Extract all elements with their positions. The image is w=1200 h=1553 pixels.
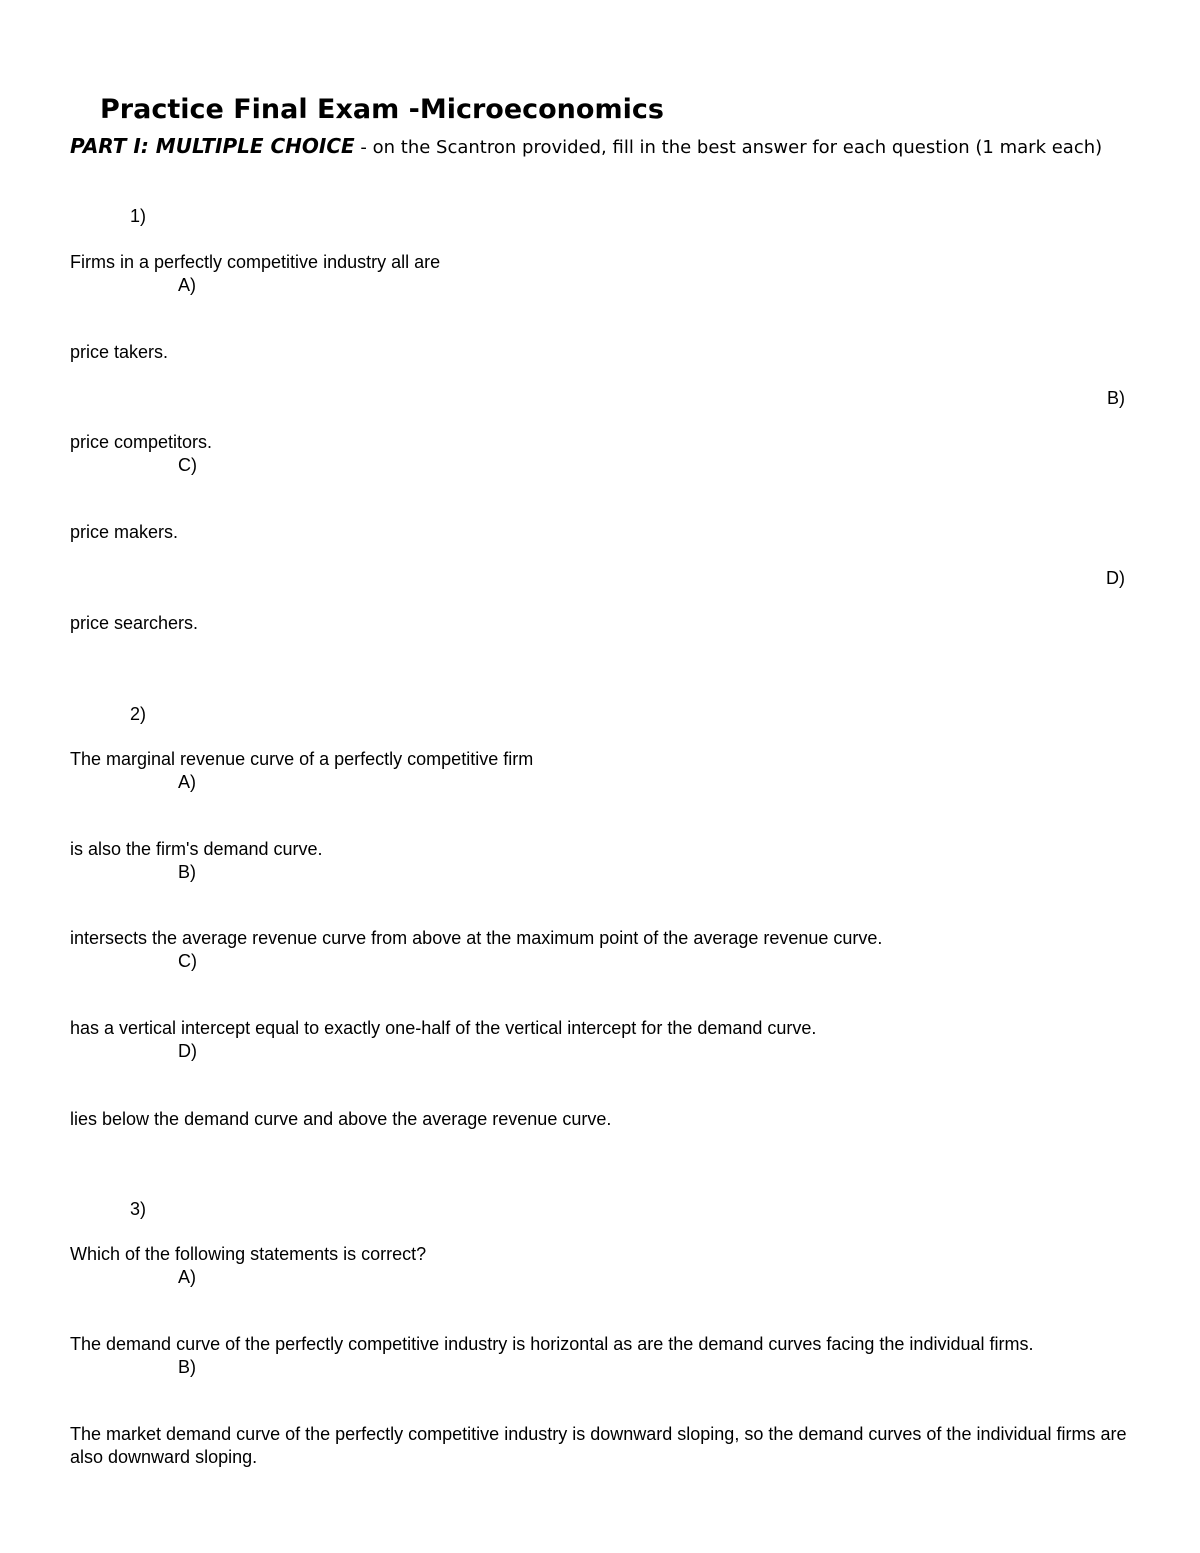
option-letter: B) (178, 1357, 196, 1377)
question-number: 3) (130, 1199, 147, 1219)
option-text: has a vertical intercept equal to exactly one-half of the vertical intercept for the demand curve. (70, 1018, 817, 1038)
option-text: intersects the average revenue curve from above at the maximum point of the average revenue curve. (70, 928, 883, 948)
option-letter: C) (178, 951, 197, 971)
option-text: price makers. (70, 522, 179, 542)
option-text: price searchers. (70, 613, 199, 633)
option-text: The market demand curve of the perfectly competitive industry is downward sloping, so the demand curves of the individual firms are also downward sloping. (70, 1424, 1127, 1467)
page-title: Practice Final Exam -Microeconomics (100, 94, 664, 125)
option-text: price competitors. (70, 432, 213, 452)
option-letter: B) (1107, 388, 1125, 408)
option-letter: C) (178, 455, 197, 475)
option-text: price takers. (70, 342, 169, 362)
option-letter: B) (178, 862, 196, 882)
question-stem: The marginal revenue curve of a perfectly competitive firm (70, 749, 534, 769)
part-instructions-text: - on the Scantron provided, fill in the best answer for each question (1 mark each) (354, 137, 1103, 158)
question-stem: Which of the following statements is correct? (70, 1244, 427, 1264)
option-letter: D) (1106, 568, 1125, 588)
part-heading: PART I: MULTIPLE CHOICE (70, 134, 355, 158)
option-text: is also the firm's demand curve. (70, 839, 323, 859)
question-number: 2) (130, 704, 147, 724)
option-letter: A) (178, 1267, 196, 1287)
option-text: The demand curve of the perfectly competitive industry is horizontal as are the demand curves facing the individual firms. (70, 1334, 1034, 1354)
option-letter: A) (178, 772, 196, 792)
option-letter: A) (178, 275, 196, 295)
part-instructions (70, 134, 1130, 160)
option-letter: D) (178, 1041, 197, 1061)
question-stem: Firms in a perfectly competitive industry all are (70, 252, 441, 272)
option-text: lies below the demand curve and above the average revenue curve. (70, 1109, 612, 1129)
question-number: 1) (130, 206, 147, 226)
